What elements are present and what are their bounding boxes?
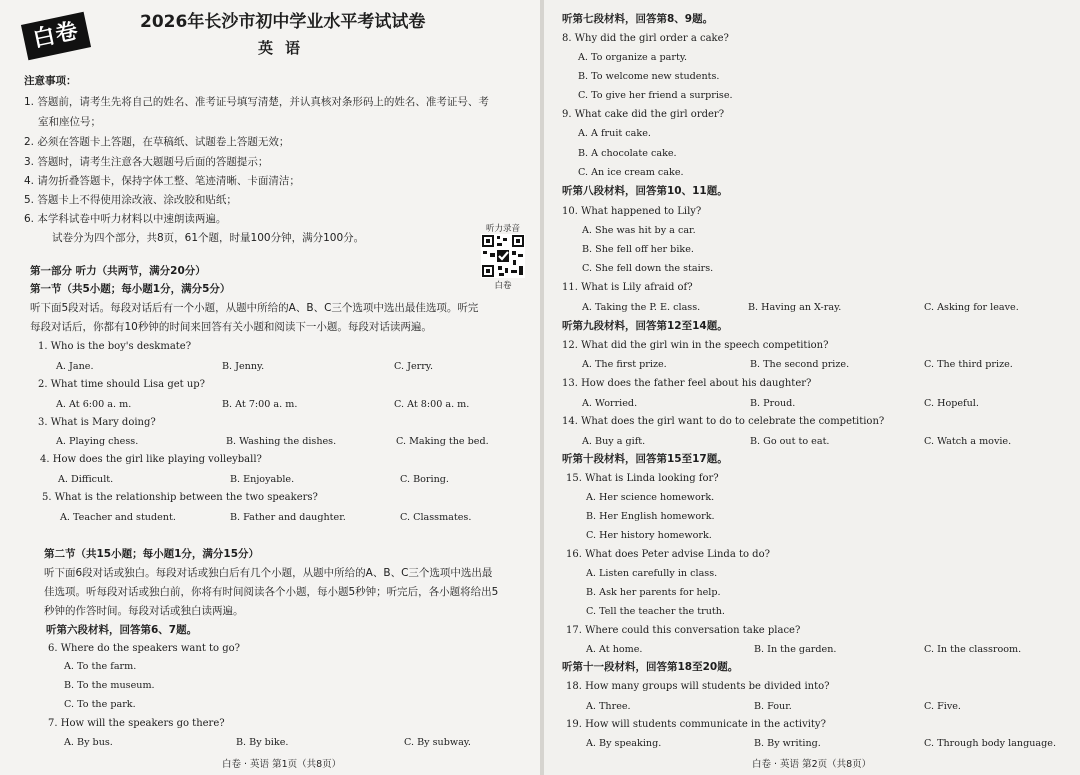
- option: B. Enjoyable.: [230, 474, 295, 485]
- option: C. She fell down the stairs.: [582, 263, 714, 274]
- notice-line: 4. 请勿折叠答题卡，保持字体工整、笔迹清晰、卡面清洁；: [24, 175, 300, 187]
- question-text: 6. Where do the speakers want to go?: [48, 643, 241, 654]
- option: A. Teacher and student.: [60, 512, 176, 523]
- question-text: 7. How will the speakers go there?: [48, 718, 225, 729]
- option: A. A fruit cake.: [578, 128, 651, 139]
- notice-line: 3. 答题时，请考生注意各大题题号后面的答题提示；: [24, 156, 269, 168]
- material-heading: 听第九段材料，回答第12至14题。: [562, 320, 728, 332]
- qr-caption-bottom: 白卷: [494, 281, 512, 291]
- option: A. Buy a gift.: [582, 436, 646, 447]
- option: C. To give her friend a surprise.: [578, 90, 733, 101]
- material-heading: 听第六段材料，回答第6、7题。: [46, 624, 198, 636]
- option: B. Washing the dishes.: [226, 436, 337, 447]
- exam-page-2: [544, 0, 1080, 775]
- option: C. Classmates.: [400, 512, 472, 523]
- section-heading: 第二节（共15小题；每小题1分，满分15分）: [44, 548, 260, 560]
- question-text: 12. What did the girl win in the speech competition?: [562, 340, 829, 351]
- material-heading: 听第十段材料，回答第15至17题。: [562, 453, 728, 465]
- notice-line: 2. 必须在答题卡上答题，在草稿纸、试题卷上答题无效；: [24, 136, 290, 148]
- option: B. Having an X-ray.: [748, 302, 842, 313]
- option: A. Three.: [586, 701, 631, 712]
- option: A. By bus.: [64, 737, 113, 748]
- question-text: 5. What is the relationship between the two speakers?: [42, 492, 318, 503]
- notice-line: 6. 本学科试卷中听力材料以中速朗读两遍。: [24, 213, 227, 225]
- option: C. Asking for leave.: [924, 302, 1019, 313]
- subject-title: 英语: [258, 39, 313, 57]
- question-text: 10. What happened to Lily?: [562, 206, 702, 217]
- section-instruction: 佳选项。听每段对话或独白前，你将有时间阅读各个小题，每小题5秒钟；听完后，各小题将给出5: [44, 586, 499, 598]
- option: B. By writing.: [754, 738, 821, 749]
- question-text: 9. What cake did the girl order?: [562, 109, 725, 120]
- option: A. To organize a party.: [578, 52, 688, 63]
- question-text: 11. What is Lily afraid of?: [562, 282, 693, 293]
- option: C. Jerry.: [394, 361, 433, 372]
- paper-stamp: 白卷: [21, 12, 91, 61]
- page-footer: 白卷 · 英语 第1页（共8页）: [222, 759, 342, 770]
- question-text: 16. What does Peter advise Linda to do?: [566, 549, 770, 560]
- option: C. To the park.: [64, 699, 136, 710]
- option: B. In the garden.: [754, 644, 837, 655]
- option: A. Worried.: [582, 398, 638, 409]
- option: A. Listen carefully in class.: [586, 568, 718, 579]
- option: C. An ice cream cake.: [578, 167, 684, 178]
- option: A. Taking the P. E. class.: [582, 302, 701, 313]
- question-text: 4. How does the girl like playing volleyball?: [40, 454, 262, 465]
- option: B. Father and daughter.: [230, 512, 346, 523]
- question-text: 3. What is Mary doing?: [38, 417, 156, 428]
- option: C. At 8:00 a. m.: [394, 399, 470, 410]
- option: A. At home.: [586, 644, 643, 655]
- option: C. Hopeful.: [924, 398, 979, 409]
- question-text: 14. What does the girl want to do to celebrate the competition?: [562, 416, 885, 427]
- option: B. Jenny.: [222, 361, 265, 372]
- section-instruction: 听下面6段对话或独白。每段对话或独白后有几个小题，从题中所给的A、B、C三个选项中选出最: [44, 567, 493, 579]
- question-text: 8. Why did the girl order a cake?: [562, 33, 729, 44]
- option: B. Her English homework.: [586, 511, 715, 522]
- option: B. To welcome new students.: [578, 71, 720, 82]
- question-text: 18. How many groups will students be divided into?: [566, 681, 830, 692]
- listening-qr-block: [478, 222, 528, 290]
- option: A. By speaking.: [586, 738, 662, 749]
- question-text: 1. Who is the boy's deskmate?: [38, 341, 192, 352]
- notice-heading: 注意事项：: [24, 75, 77, 87]
- notice-line: 1. 答题前，请考生先将自己的姓名、准考证号填写清楚，并认真核对条形码上的姓名、准考证号、考: [24, 96, 489, 108]
- part-heading: 第一部分 听力（共两节，满分20分）: [30, 265, 206, 277]
- notice-line: 室和座位号；: [38, 116, 101, 128]
- question-text: 2. What time should Lisa get up?: [38, 379, 206, 390]
- option: C. Watch a movie.: [924, 436, 1012, 447]
- option: C. Through body language.: [924, 738, 1056, 749]
- option: B. At 7:00 a. m.: [222, 399, 298, 410]
- option: A. Her science homework.: [586, 492, 715, 503]
- material-heading: 听第七段材料，回答第8、9题。: [562, 13, 714, 25]
- question-text: 19. How will students communicate in the activity?: [566, 719, 826, 730]
- question-text: 17. Where could this conversation take place?: [566, 625, 801, 636]
- notice-line: 5. 答题卡上不得使用涂改液、涂改胶和贴纸；: [24, 194, 237, 206]
- question-text: 13. How does the father feel about his daughter?: [562, 378, 812, 389]
- option: C. In the classroom.: [924, 644, 1022, 655]
- option: A. The first prize.: [582, 359, 667, 370]
- section-instruction: 听下面5段对话。每段对话后有一个小题，从题中所给的A、B、C三个选项中选出最佳选项。听完: [30, 302, 479, 314]
- material-heading: 听第八段材料，回答第10、11题。: [562, 185, 728, 197]
- option: A. Difficult.: [58, 474, 114, 485]
- option: C. Five.: [924, 701, 961, 712]
- option: B. Four.: [754, 701, 792, 712]
- option: B. The second prize.: [750, 359, 850, 370]
- option: A. Jane.: [56, 361, 94, 372]
- option: B. Ask her parents for help.: [586, 587, 721, 598]
- option: C. By subway.: [404, 737, 471, 748]
- option: B. Proud.: [750, 398, 796, 409]
- option: A. At 6:00 a. m.: [56, 399, 132, 410]
- option: C. Tell the teacher the truth.: [586, 606, 725, 617]
- option: C. The third prize.: [924, 359, 1013, 370]
- option: C. Making the bed.: [396, 436, 489, 447]
- option: A. Playing chess.: [56, 436, 139, 447]
- section-instruction: 每段对话后，你都有10秒钟的时间来回答有关小题和阅读下一小题。每段对话读两遍。: [30, 321, 432, 333]
- option: B. A chocolate cake.: [578, 148, 677, 159]
- option: B. By bike.: [236, 737, 289, 748]
- option: A. She was hit by a car.: [582, 225, 696, 236]
- material-heading: 听第十一段材料，回答第18至20题。: [562, 661, 739, 673]
- option: A. To the farm.: [64, 661, 137, 672]
- option: B. Go out to eat.: [750, 436, 830, 447]
- section-heading: 第一节（共5小题；每小题1分，满分5分）: [30, 283, 231, 295]
- section-instruction: 秒钟的作答时间。每段对话或独白读两遍。: [44, 605, 244, 617]
- exam-title: 2026年长沙市初中学业水平考试试卷: [140, 12, 426, 32]
- option: B. To the museum.: [64, 680, 155, 691]
- qr-code-icon: [481, 234, 525, 278]
- qr-caption-top: 听力录音: [485, 224, 520, 234]
- option: C. Her history homework.: [586, 530, 712, 541]
- option: C. Boring.: [400, 474, 449, 485]
- question-text: 15. What is Linda looking for?: [566, 473, 719, 484]
- option: B. She fell off her bike.: [582, 244, 694, 255]
- exam-info: 试卷分为四个部分，共8页，61个题，时量100分钟，满分100分。: [52, 232, 365, 244]
- page-footer: 白卷 · 英语 第2页（共8页）: [752, 759, 872, 770]
